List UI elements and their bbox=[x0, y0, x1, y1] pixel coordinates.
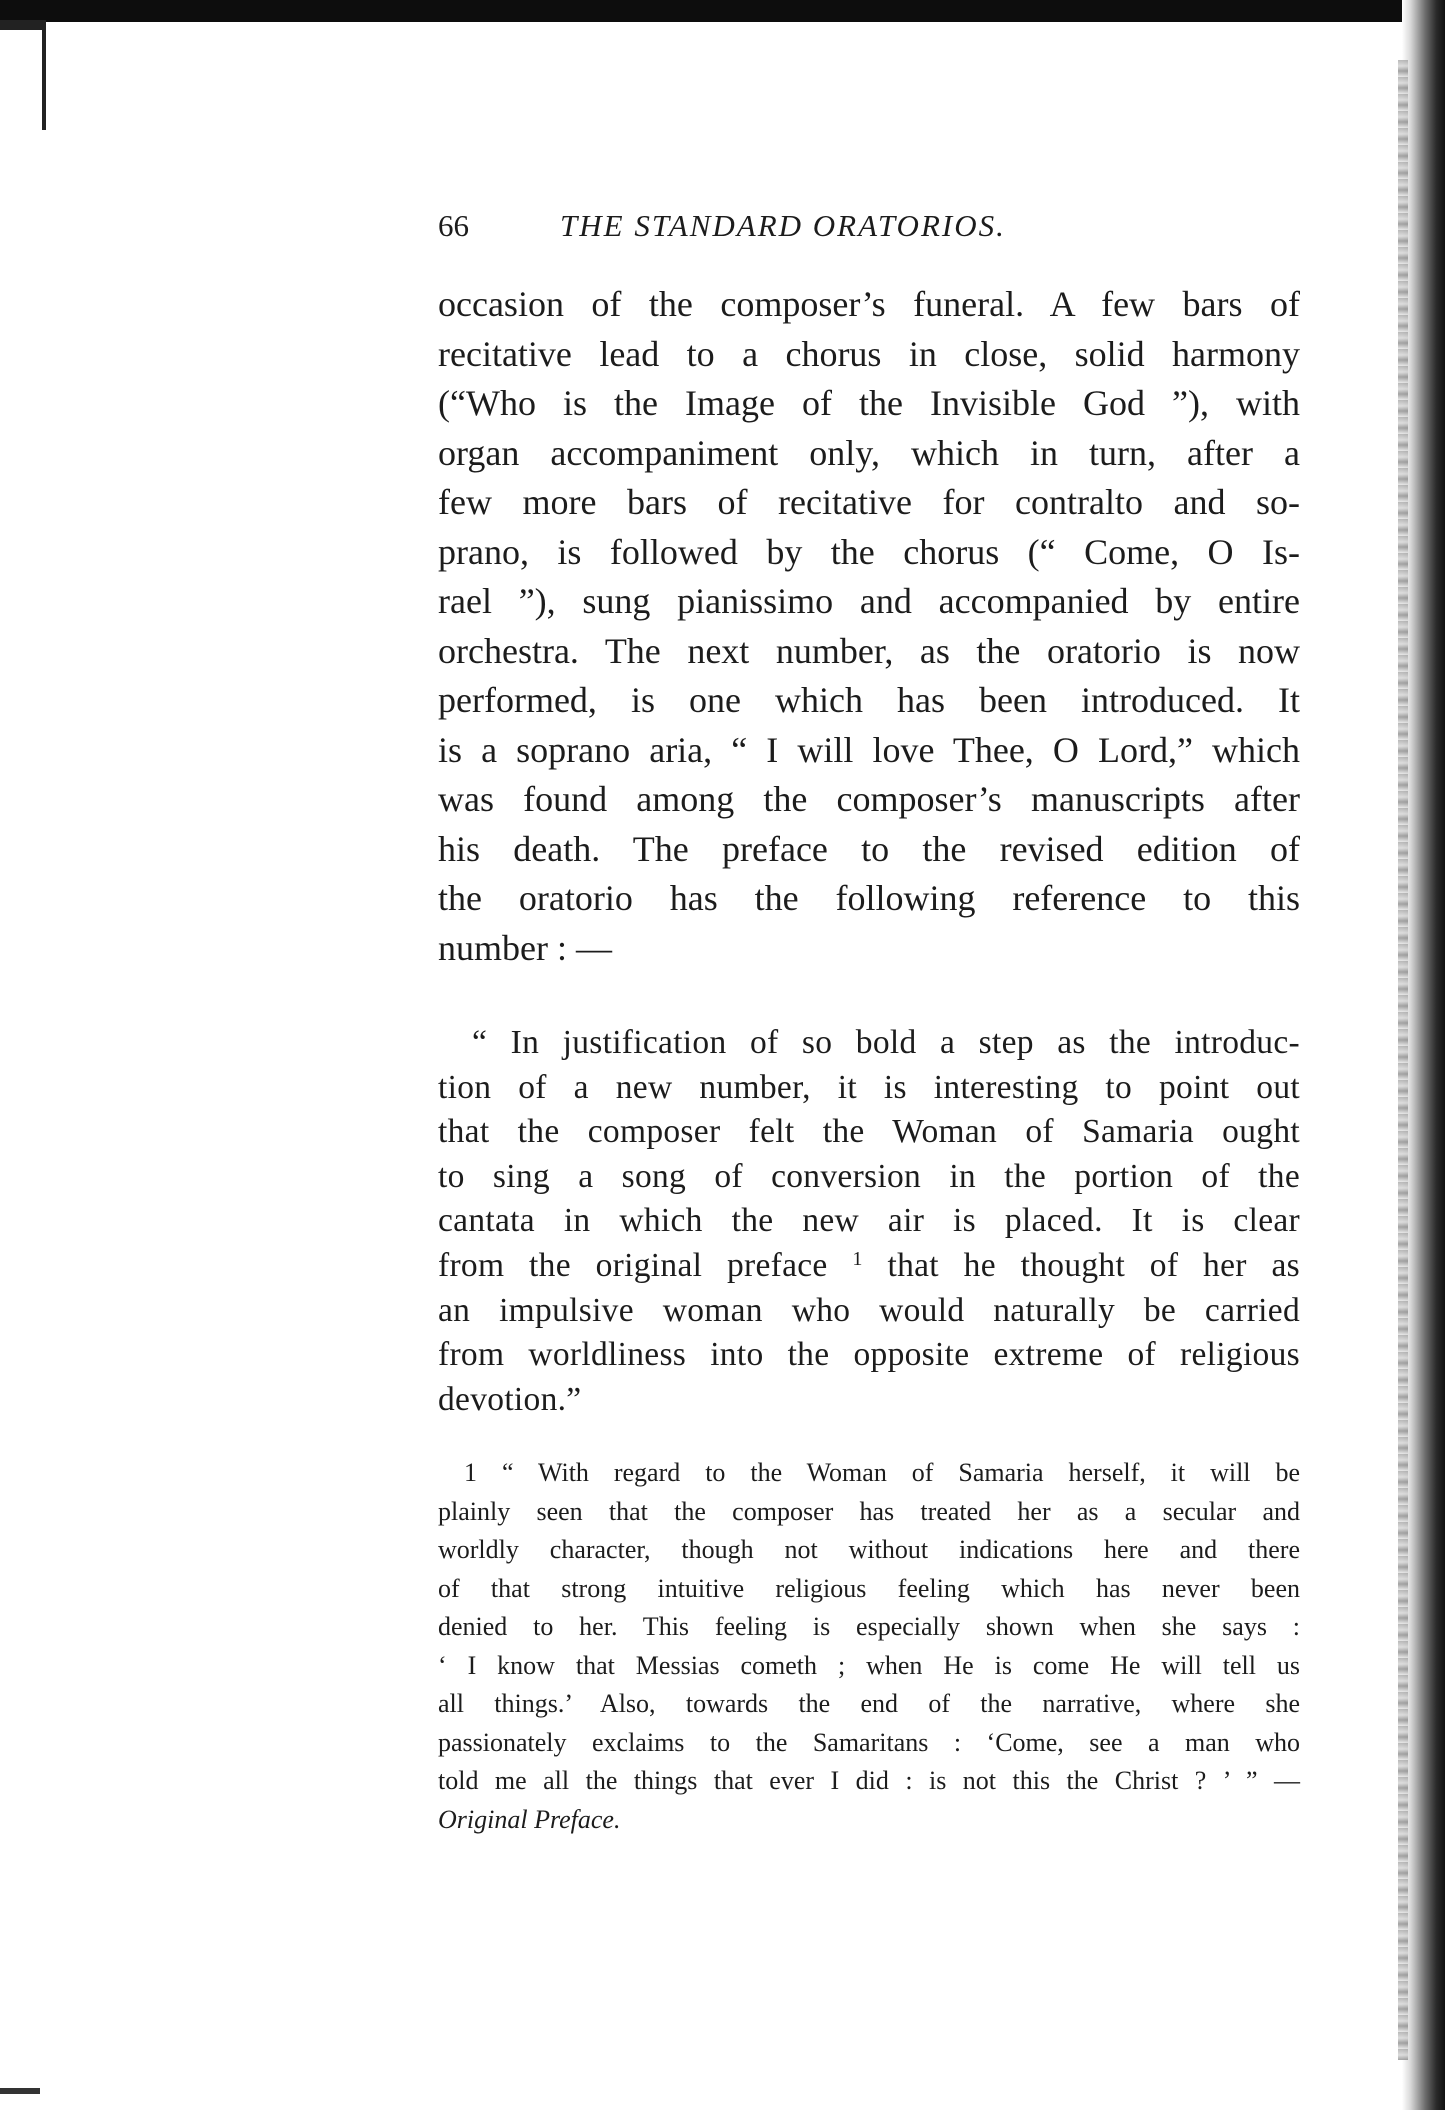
quote-line: “ In justification of so bold a step as the introduc- bbox=[472, 1024, 1300, 1061]
footnote-line: passionately exclaims to the Samaritans : ‘Come, see a man who bbox=[438, 1727, 1300, 1757]
quote-line: from worldliness into the opposite extreme of religious bbox=[438, 1336, 1300, 1374]
text-line: (“Who is the Image of the Invisible God ”), with bbox=[438, 383, 1300, 423]
text-line: occasion of the composer’s funeral. A few bars of bbox=[438, 284, 1300, 324]
scan-page-edges bbox=[1398, 60, 1408, 2060]
footnote-line: ‘ I know that Messias cometh ; when He is come He will tell us bbox=[438, 1650, 1300, 1680]
footnote-line: worldly character, though not without indications here and there bbox=[438, 1535, 1300, 1565]
footnote-line: plainly seen that the composer has treated her as a secular and bbox=[438, 1496, 1300, 1526]
footnote-marker: 1 bbox=[464, 1458, 477, 1488]
quote-line-part: from the original preface bbox=[438, 1246, 828, 1284]
scan-top-border bbox=[0, 0, 1445, 22]
text-line: prano, is followed by the chorus (“ Come, O Is- bbox=[438, 531, 1300, 572]
text-line: his death. The preface to the revised edition of bbox=[438, 828, 1300, 869]
text-line: orchestra. The next number, as the oratorio is now bbox=[438, 630, 1300, 671]
footnote-line: denied to her. This feeling is especially shown when she says : bbox=[438, 1612, 1300, 1642]
text-line: performed, is one which has been introduced. It bbox=[438, 680, 1300, 720]
scan-left-corner bbox=[0, 20, 46, 130]
footnote-line: of that strong intuitive religious feeling which has never been bbox=[438, 1573, 1300, 1603]
text-line: the oratorio has the following reference to this bbox=[438, 878, 1300, 918]
text-line: recitative lead to a chorus in close, solid harmony bbox=[438, 333, 1300, 374]
scan-bottom-mark bbox=[0, 2088, 40, 2094]
text-line: number : — bbox=[438, 927, 612, 968]
footnote-line: told me all the things that ever I did : is not this the Christ ? ’ ” — bbox=[438, 1766, 1300, 1796]
text-line: rael ”), sung pianissimo and accompanied by entire bbox=[438, 581, 1300, 621]
footnote-source: Original Preface. bbox=[438, 1804, 621, 1834]
quote-line: tion of a new number, it is interesting to point out bbox=[438, 1068, 1300, 1106]
quote-line-with-footnote-ref bbox=[438, 1244, 1300, 1289]
running-title: THE STANDARD ORATORIOS. bbox=[560, 208, 1006, 243]
text-line: was found among the composer’s manuscripts after bbox=[438, 779, 1300, 819]
quote-line: devotion.” bbox=[438, 1380, 582, 1418]
book-page bbox=[438, 200, 1300, 1839]
scan-right-edge bbox=[1402, 0, 1445, 2110]
page-number: 66 bbox=[438, 208, 469, 243]
quote-line: an impulsive woman who would naturally be carried bbox=[438, 1291, 1300, 1329]
text-line: organ accompaniment only, which in turn, after a bbox=[438, 432, 1300, 473]
text-line: is a soprano aria, “ I will love Thee, O Lord,” which bbox=[438, 729, 1300, 770]
quote-line: to sing a song of conversion in the portion of the bbox=[438, 1157, 1300, 1195]
quote-line: cantata in which the new air is placed. It is clear bbox=[438, 1202, 1300, 1240]
running-head bbox=[438, 200, 1300, 250]
footnote-line bbox=[438, 1454, 1300, 1493]
quote-line-part: that he thought of her as bbox=[887, 1246, 1300, 1284]
footnote-reference[interactable]: 1 bbox=[852, 1247, 863, 1270]
block-quote bbox=[438, 1021, 1300, 1422]
footnote-text: “ With regard to the Woman of Samaria herself, it will be bbox=[501, 1458, 1301, 1488]
quote-line: that the composer felt the Woman of Samaria ought bbox=[438, 1113, 1300, 1151]
footnote bbox=[438, 1454, 1300, 1839]
text-line: few more bars of recitative for contralto and so- bbox=[438, 482, 1300, 522]
footnote-line: all things.’ Also, towards the end of the narrative, where she bbox=[438, 1689, 1300, 1719]
main-paragraph bbox=[438, 280, 1300, 973]
